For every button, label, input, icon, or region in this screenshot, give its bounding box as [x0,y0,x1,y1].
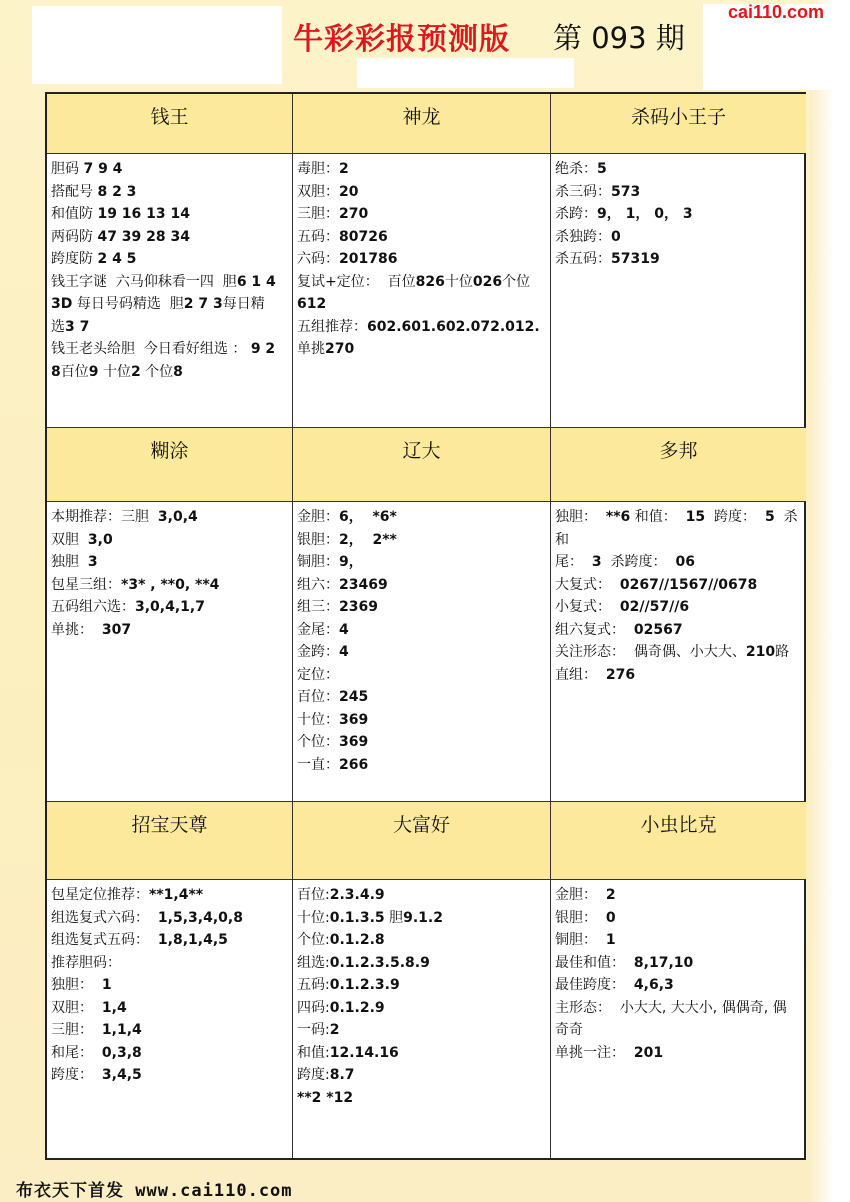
panel-line [555,203,802,226]
panel-line [297,1019,546,1042]
line-label: 金胆： [555,887,606,903]
line-value: 573 [611,183,641,200]
line-label: 复试+定位： 百位 [297,273,416,290]
line-value: 0.1.2.3.9 [329,977,400,993]
line-label: 个位: [297,932,330,948]
line-value: 19 16 13 14 [97,206,191,222]
line-value: 06 [675,554,695,570]
line-label: 杀跨： [555,206,597,222]
line-value: 2.3.4.9 [329,887,385,903]
panel-line [51,997,288,1020]
line-label: 铜胆： [297,554,339,570]
line-value: 4 [339,621,349,638]
panel-line [51,1019,288,1042]
line-value: 2 7 3 [183,296,223,312]
panel-line [51,1064,288,1087]
site-link-top[interactable]: cai110.com [727,2,825,22]
panel-line [297,619,546,642]
line-label: 五码: [297,977,330,993]
panel-line [51,338,288,361]
panel-title: 钱王 [47,94,292,154]
line-value: 1,8,1,4,5 [157,932,228,948]
line-label: 个位 [502,273,531,290]
line-value: 6， *6* [339,509,397,525]
panel-line [297,596,546,619]
line-label: 双胆： [51,999,102,1016]
line-value: 1 [605,932,616,948]
panel-line [555,929,802,952]
line-label: 本期推荐：三胆 [51,509,158,525]
panel-line [297,203,546,226]
panel-line [555,619,802,642]
panel-line [297,664,546,687]
panel-line [297,974,546,997]
line-value: 2 [339,161,349,177]
line-value: 2369 [339,599,378,615]
line-label: 跨度防 [51,251,98,267]
line-label: 十位： [297,711,339,728]
line-value: 245 [339,689,369,705]
panel-line [297,226,546,249]
panel-line [555,551,802,574]
line-value: 9.1.2 [403,909,443,926]
panel-line [51,619,288,642]
panel-line [297,641,546,664]
line-value: 1,4 [101,999,127,1016]
panel-line [51,551,288,574]
line-label: 主形态： 小大大, 大大小, 偶偶奇, 偶 [555,999,787,1016]
panel-line [555,181,802,204]
panel-line [297,181,546,204]
panel-line [297,551,546,574]
panel-line [297,574,546,597]
panel-title: 小虫比克 [551,802,806,880]
line-value: 1,5,3,4,0,8 [157,909,243,926]
line-value: 15 [685,509,706,525]
panel-content [47,880,292,1087]
line-value: 369 [339,734,369,750]
panel-line [51,907,288,930]
panel-line [51,181,288,204]
panel-title: 杀码小王子 [551,94,806,154]
panel-title: 多邦 [551,428,806,502]
panel-3 [551,94,806,428]
line-label: 和值: [297,1044,330,1061]
line-value: 23469 [339,576,388,593]
line-value: 47 39 28 34 [97,228,191,245]
line-label: 铜胆： [555,932,606,948]
line-value: 0.1.2.8 [329,932,385,948]
panel-line [51,158,288,181]
panel-line [51,929,288,952]
panel-line [51,293,288,316]
panel-content [551,880,806,1064]
panel-line [555,884,802,907]
panel-line [51,974,288,997]
line-label: 组选复式六码： [51,909,158,926]
line-value: 369 [339,711,369,728]
panel-title: 辽大 [293,428,550,502]
line-value: 80726 [339,228,388,245]
panel-line [297,709,546,732]
line-value: 826 [415,273,445,290]
panel-line [555,1019,802,1042]
line-label: 组选复式五码： [51,932,158,948]
line-value: 0 [605,909,616,926]
panel-line [297,1042,546,1065]
line-value: 3 7 [65,318,90,335]
page-title: 牛彩彩报预测版 [293,22,510,57]
line-label: 两码防 [51,228,98,245]
line-label: 杀三码： [555,183,611,200]
line-label: 组三： [297,599,339,615]
panel-content [293,502,550,776]
line-value: 276 [605,666,636,683]
line-label: 独胆： [555,509,606,525]
panel-9 [551,802,806,1158]
line-value: 270 [339,206,369,222]
line-value: 2 [130,363,141,380]
line-value: 4 [339,644,349,660]
line-value: 0,3,8 [101,1044,142,1061]
panel-line [51,248,288,271]
panel-line [51,952,288,975]
panel-line [51,596,288,619]
line-value: 9 2 [250,341,276,357]
line-value: 2 [329,1022,340,1038]
line-value: 7 9 4 [83,161,123,177]
panel-line [297,338,546,361]
panel-title: 大富好 [293,802,550,880]
panel-line [51,884,288,907]
panel-line [297,158,546,181]
line-label: 尾： [555,554,592,570]
panel-content [47,154,292,383]
line-label: 百位 [60,363,89,380]
line-label: 奇奇 [555,1022,583,1038]
line-label: 每日号码精选 胆 [72,296,184,312]
panel-line [555,664,802,687]
line-label: 胆码 [51,161,84,177]
panel-line [51,226,288,249]
line-label: 组选: [297,954,330,971]
line-value: 5 [764,509,775,525]
line-value: 3,4,5 [101,1067,142,1083]
line-value: 270 [325,341,355,357]
line-value: 8 [51,363,61,380]
panel-line [555,1042,802,1065]
panel-line [297,529,546,552]
line-value: 3D [51,296,73,312]
panel-8 [293,802,551,1158]
panel-line [555,596,802,619]
panel-line [555,226,802,249]
line-value: 4,6,3 [633,977,674,993]
panel-line [297,293,546,316]
line-label: 跨度: [297,1067,330,1083]
panel-line [51,1042,288,1065]
line-label: 单挑一注： [555,1044,634,1061]
line-value: 1 [101,977,112,993]
line-label: 四码: [297,999,330,1016]
panel-line [297,686,546,709]
line-label: 单挑 [297,341,325,357]
panel-line [297,1064,546,1087]
line-label: 双胆 [51,531,88,548]
line-value: 3 [87,554,98,570]
line-value: 210 [745,644,776,660]
panel-line [297,884,546,907]
panel-line [297,731,546,754]
panel-line [555,641,802,664]
line-value: 2 [605,887,616,903]
line-label: 每日精 [222,296,265,312]
panel-content [47,502,292,641]
line-label: 最佳跨度： [555,977,634,993]
line-label: 三胆： [297,206,339,222]
panel-line [297,997,546,1020]
panel-line [297,929,546,952]
line-value: 8 [173,363,183,380]
line-value: 201 [633,1044,664,1061]
panel-title: 神龙 [293,94,550,154]
panel-line [51,574,288,597]
line-label: 绝杀： [555,161,597,177]
panel-line [51,361,288,384]
panel-2 [293,94,551,428]
line-value: 20 [339,183,359,200]
logo-placeholder-center [357,58,574,88]
panel-line [51,529,288,552]
line-value: 3 [591,554,602,570]
line-label: 组六： [297,576,339,593]
line-value: 9， [339,554,363,570]
panel-line [51,316,288,339]
line-value: 6 1 4 [236,273,276,290]
line-label: 一码: [297,1022,330,1038]
line-label: 单挑： [51,621,102,638]
line-value: 0.1.2.3.5.8.9 [329,954,430,971]
panel-line [297,248,546,271]
line-label: 杀跨度： [601,554,676,570]
line-label: 十位 [98,363,131,380]
line-value: **2 *12 [297,1089,354,1106]
line-value: **1,4** [149,887,204,903]
line-label: 十位: [297,909,330,926]
line-label: 毒胆： [297,161,339,177]
panel-line [555,574,802,597]
line-value: 5 [597,161,607,177]
panel-line [51,271,288,294]
line-label: 包星定位推荐： [51,887,149,903]
line-label: 杀独跨： [555,228,611,245]
line-label: 五码： [297,228,339,245]
footer-credit: 布衣天下首发 www.cai110.com [16,1181,293,1201]
line-value: 0.1.2.9 [329,999,385,1016]
line-label: 六码： [297,251,339,267]
line-value: 3,0 [87,531,113,548]
line-label: 银胆： [555,909,606,926]
line-label: 和值： [630,509,686,525]
line-label: 独胆 [51,554,88,570]
line-value: 9 [88,363,99,380]
panel-6 [551,428,806,802]
line-value: 026 [472,273,503,290]
line-label: 十位 [444,273,473,290]
panel-line [555,158,802,181]
line-label: 和尾： [51,1044,102,1061]
panel-line [555,997,802,1020]
panel-1 [47,94,293,428]
panel-line [297,907,546,930]
line-label: 一直： [297,756,339,773]
line-value: 0.1.3.5 [329,909,385,926]
line-label: 推荐胆码： [51,954,121,971]
panel-line [555,952,802,975]
line-label: 五码组六选： [51,599,135,615]
line-value: 12.14.16 [329,1044,399,1061]
line-value: 602.601.602.072.012. [367,318,540,335]
line-label: 直组： [555,666,606,683]
panel-content [551,502,806,686]
panel-content [293,880,550,1109]
line-value: 3,0,4,1,7 [135,599,205,615]
panel-title: 招宝天尊 [47,802,292,880]
panel-line [555,974,802,997]
line-label: 百位: [297,887,330,903]
line-label: 金尾： [297,621,339,638]
line-value: 9， 1， 0， 3 [597,206,693,222]
line-value: 0267//1567//0678 [619,576,758,593]
panel-line [297,754,546,777]
line-value: 612 [297,296,327,312]
line-label: 个位： [297,734,339,750]
line-label: 和值防 [51,206,98,222]
line-label: 小复式： [555,599,620,615]
panel-content [551,154,806,271]
line-label: 双胆： [297,183,339,200]
line-label: 银胆： [297,531,339,548]
panel-line [297,271,546,294]
right-margin-stripe [810,0,850,1202]
line-label: 选 [51,318,65,335]
panel-line [297,316,546,339]
line-label: 搭配号 [51,183,98,200]
line-label: 关注形态： 偶奇偶、小大大、 [555,644,746,660]
line-label: 跨度： [51,1067,102,1083]
line-value: **6 [605,509,631,525]
line-label: 包星三组： [51,576,121,593]
line-label: 金跨： [297,644,339,660]
line-label: 杀五码： [555,251,611,267]
line-value: *3* , **0, **4 [121,576,220,593]
line-value: 2 4 5 [97,251,137,267]
line-label: 杀和 [555,509,798,548]
panel-line [297,506,546,529]
panel-line [297,1087,546,1110]
panel-line [51,203,288,226]
line-label: 个位 [140,363,174,380]
line-value: 8.7 [329,1067,355,1083]
panel-5 [293,428,551,802]
line-label: 最佳和值： [555,954,634,971]
line-value: 57319 [611,251,660,267]
panel-4 [47,428,293,802]
forecast-grid [45,92,806,1160]
panel-7 [47,802,293,1158]
line-label: 独胆： [51,977,102,993]
panel-line [555,506,802,551]
line-label: 定位： [297,666,339,683]
panel-line [297,952,546,975]
line-label: 三胆： [51,1022,102,1038]
line-label: 胆 [384,909,404,926]
line-value: 0 [611,228,621,245]
logo-placeholder-left [32,6,282,84]
line-label: 五组推荐： [297,318,367,335]
line-label: 路 [775,644,790,660]
line-value: 02567 [633,621,683,638]
line-label: 百位： [297,689,339,705]
line-label: 金胆： [297,509,339,525]
line-value: 8 2 3 [97,183,137,200]
line-value: 02//57//6 [619,599,690,615]
line-label: 大复式： [555,576,620,593]
line-value: 8,17,10 [633,954,694,971]
line-label: 钱王字谜 六马仰秣看一四 胆 [51,273,237,290]
line-label: 钱王老头给胆 今日看好组选 ： [51,341,251,357]
line-value: 266 [339,756,369,773]
panel-line [555,907,802,930]
panel-line [555,248,802,271]
issue-number: 第 093 期 [553,21,685,55]
line-value: 2， 2** [339,531,397,548]
line-label: 跨度： [705,509,765,525]
line-value: 307 [101,621,132,638]
line-label: 组六复式： [555,621,634,638]
line-value: 1,1,4 [101,1022,142,1038]
panel-line [51,506,288,529]
panel-title: 糊涂 [47,428,292,502]
line-value: 3,0,4 [157,509,198,525]
panel-content [293,154,550,361]
line-value: 201786 [339,251,398,267]
